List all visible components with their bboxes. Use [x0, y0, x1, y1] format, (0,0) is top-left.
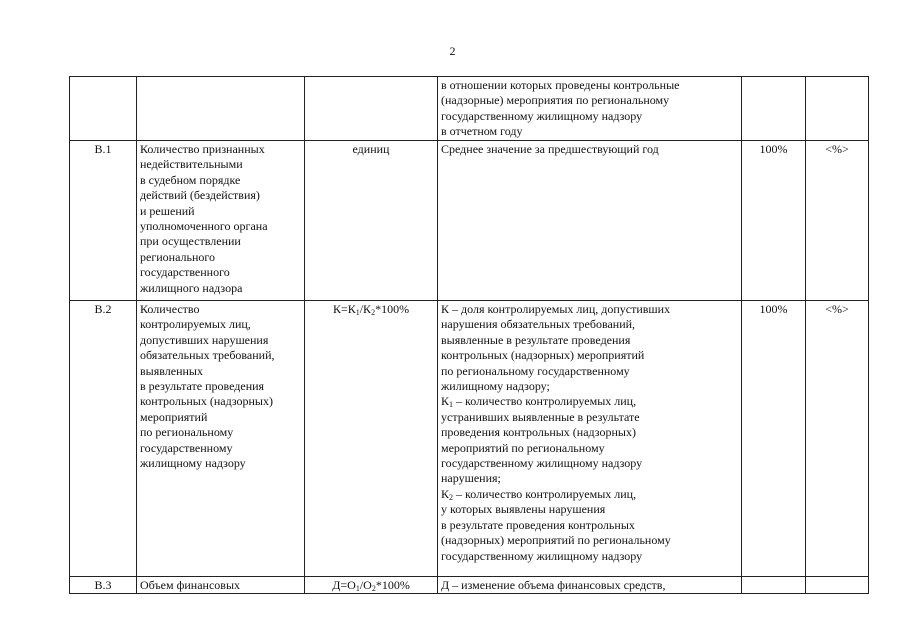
row-name-cell — [137, 577, 305, 594]
formula-line: государственному жилищному надзору — [441, 548, 643, 563]
unit-formula — [308, 302, 434, 317]
formula-subscript: 1 — [449, 400, 454, 410]
formula-line: выявленные в результате проведения — [441, 332, 631, 347]
formula-line: в отношении которых проведены контрольные — [441, 78, 680, 92]
row-value-cell — [742, 77, 806, 141]
table-row — [70, 77, 869, 141]
formula-line: (надзорные) мероприятия по региональному — [441, 93, 670, 108]
formula-subscript: 1 — [355, 308, 360, 317]
unit-formula — [308, 578, 434, 593]
row-symbol-cell — [806, 577, 869, 594]
formula-line: мероприятий по региональному — [441, 440, 605, 455]
table-row — [70, 577, 869, 594]
formula-line: К – доля контролируемых лиц, допустивших — [441, 302, 671, 316]
formula-line: проведения контрольных (надзорных) — [441, 425, 636, 440]
name-line: контролируемых лиц, — [140, 317, 251, 332]
formula-line: Среднее значение за предшествующий год — [441, 142, 659, 156]
row-unit-cell — [305, 301, 438, 577]
row-unit-cell — [305, 77, 438, 141]
formula-part: *100% — [375, 578, 410, 592]
row-symbol-cell: <%> — [806, 141, 869, 301]
formula-line — [441, 394, 738, 409]
name-line: при осуществлении — [140, 234, 241, 249]
table-row — [70, 301, 869, 577]
name-line: государственному — [140, 440, 233, 455]
row-formula-cell — [438, 577, 742, 594]
formula-line: по региональному государственному — [441, 363, 630, 378]
row-name-cell — [137, 141, 305, 301]
row-unit-cell: единиц — [305, 141, 438, 301]
name-line: и решений — [140, 203, 195, 218]
formula-subscript: 2 — [371, 584, 376, 593]
row-name-cell — [137, 301, 305, 577]
name-line: Объем финансовых — [140, 578, 241, 592]
formula-subscript: 2 — [371, 308, 376, 317]
name-line: государственного — [140, 265, 230, 280]
name-line: обязательных требований, — [140, 348, 275, 363]
row-formula-cell — [438, 141, 742, 301]
row-symbol-cell — [806, 77, 869, 141]
formula-part: Д=О — [332, 578, 356, 592]
name-line: жилищного надзора — [140, 280, 243, 295]
formula-part: *100% — [375, 302, 410, 316]
name-line: в результате проведения — [140, 379, 265, 394]
formula-line: устранивших выявленные в результате — [441, 409, 640, 424]
formula-line: Д – изменение объема финансовых средств, — [441, 578, 666, 592]
row-formula-cell — [438, 301, 742, 577]
name-line: по региональному — [140, 425, 234, 440]
formula-line: контрольных (надзорных) мероприятий — [441, 348, 645, 363]
name-line: жилищному надзору — [140, 456, 246, 471]
row-unit-cell — [305, 577, 438, 594]
name-line: в судебном порядке — [140, 172, 241, 187]
formula-line: государственному жилищному надзору — [441, 456, 643, 471]
formula-part: К=К — [332, 302, 356, 316]
formula-line: у которых выявлены нарушения — [441, 502, 606, 517]
formula-line: государственному жилищному надзору — [441, 108, 643, 123]
formula-text: – количество контролируемых лиц, — [453, 486, 637, 501]
formula-line: (надзорных) мероприятий по региональному — [441, 533, 671, 548]
row-code-cell: В.1 — [70, 141, 137, 301]
formula-line: в отчетном году — [441, 124, 523, 139]
table-row — [70, 141, 869, 301]
formula-part: /О — [359, 578, 372, 592]
formula-line: жилищному надзору; — [441, 379, 550, 394]
name-line: Количество — [140, 302, 200, 316]
name-line: контрольных (надзорных) — [140, 394, 273, 409]
name-line: допустивших нарушения — [140, 332, 269, 347]
name-line: действий (бездействия) — [140, 188, 260, 203]
name-line: выявленных — [140, 363, 203, 378]
formula-text: – количество контролируемых лиц, — [453, 394, 637, 409]
name-line: уполномоченного органа — [140, 219, 268, 234]
name-line: недействительными — [140, 157, 243, 172]
row-value-cell: 100% — [742, 141, 806, 301]
row-code-cell — [70, 77, 137, 141]
row-formula-cell — [438, 77, 742, 141]
row-value-cell: 100% — [742, 301, 806, 577]
page-number: 2 — [449, 44, 456, 58]
formula-subscript: 1 — [355, 584, 360, 593]
formula-line: нарушения обязательных требований, — [441, 317, 636, 332]
indicators-table — [69, 76, 869, 594]
row-code-cell: В.2 — [70, 301, 137, 577]
row-name-cell — [137, 77, 305, 141]
formula-line: нарушения; — [441, 471, 501, 486]
row-symbol-cell: <%> — [806, 301, 869, 577]
symbol-k: К — [441, 394, 450, 409]
name-line: регионального — [140, 249, 216, 264]
row-code-cell: В.3 — [70, 577, 137, 594]
formula-line: в результате проведения контрольных — [441, 517, 635, 532]
name-line: Количество признанных — [140, 142, 265, 156]
name-line: мероприятий — [140, 409, 208, 424]
row-value-cell — [742, 577, 806, 594]
formula-part: /К — [359, 302, 372, 316]
formula-subscript: 2 — [449, 492, 454, 502]
symbol-k: К — [441, 486, 450, 501]
formula-line — [441, 487, 738, 502]
